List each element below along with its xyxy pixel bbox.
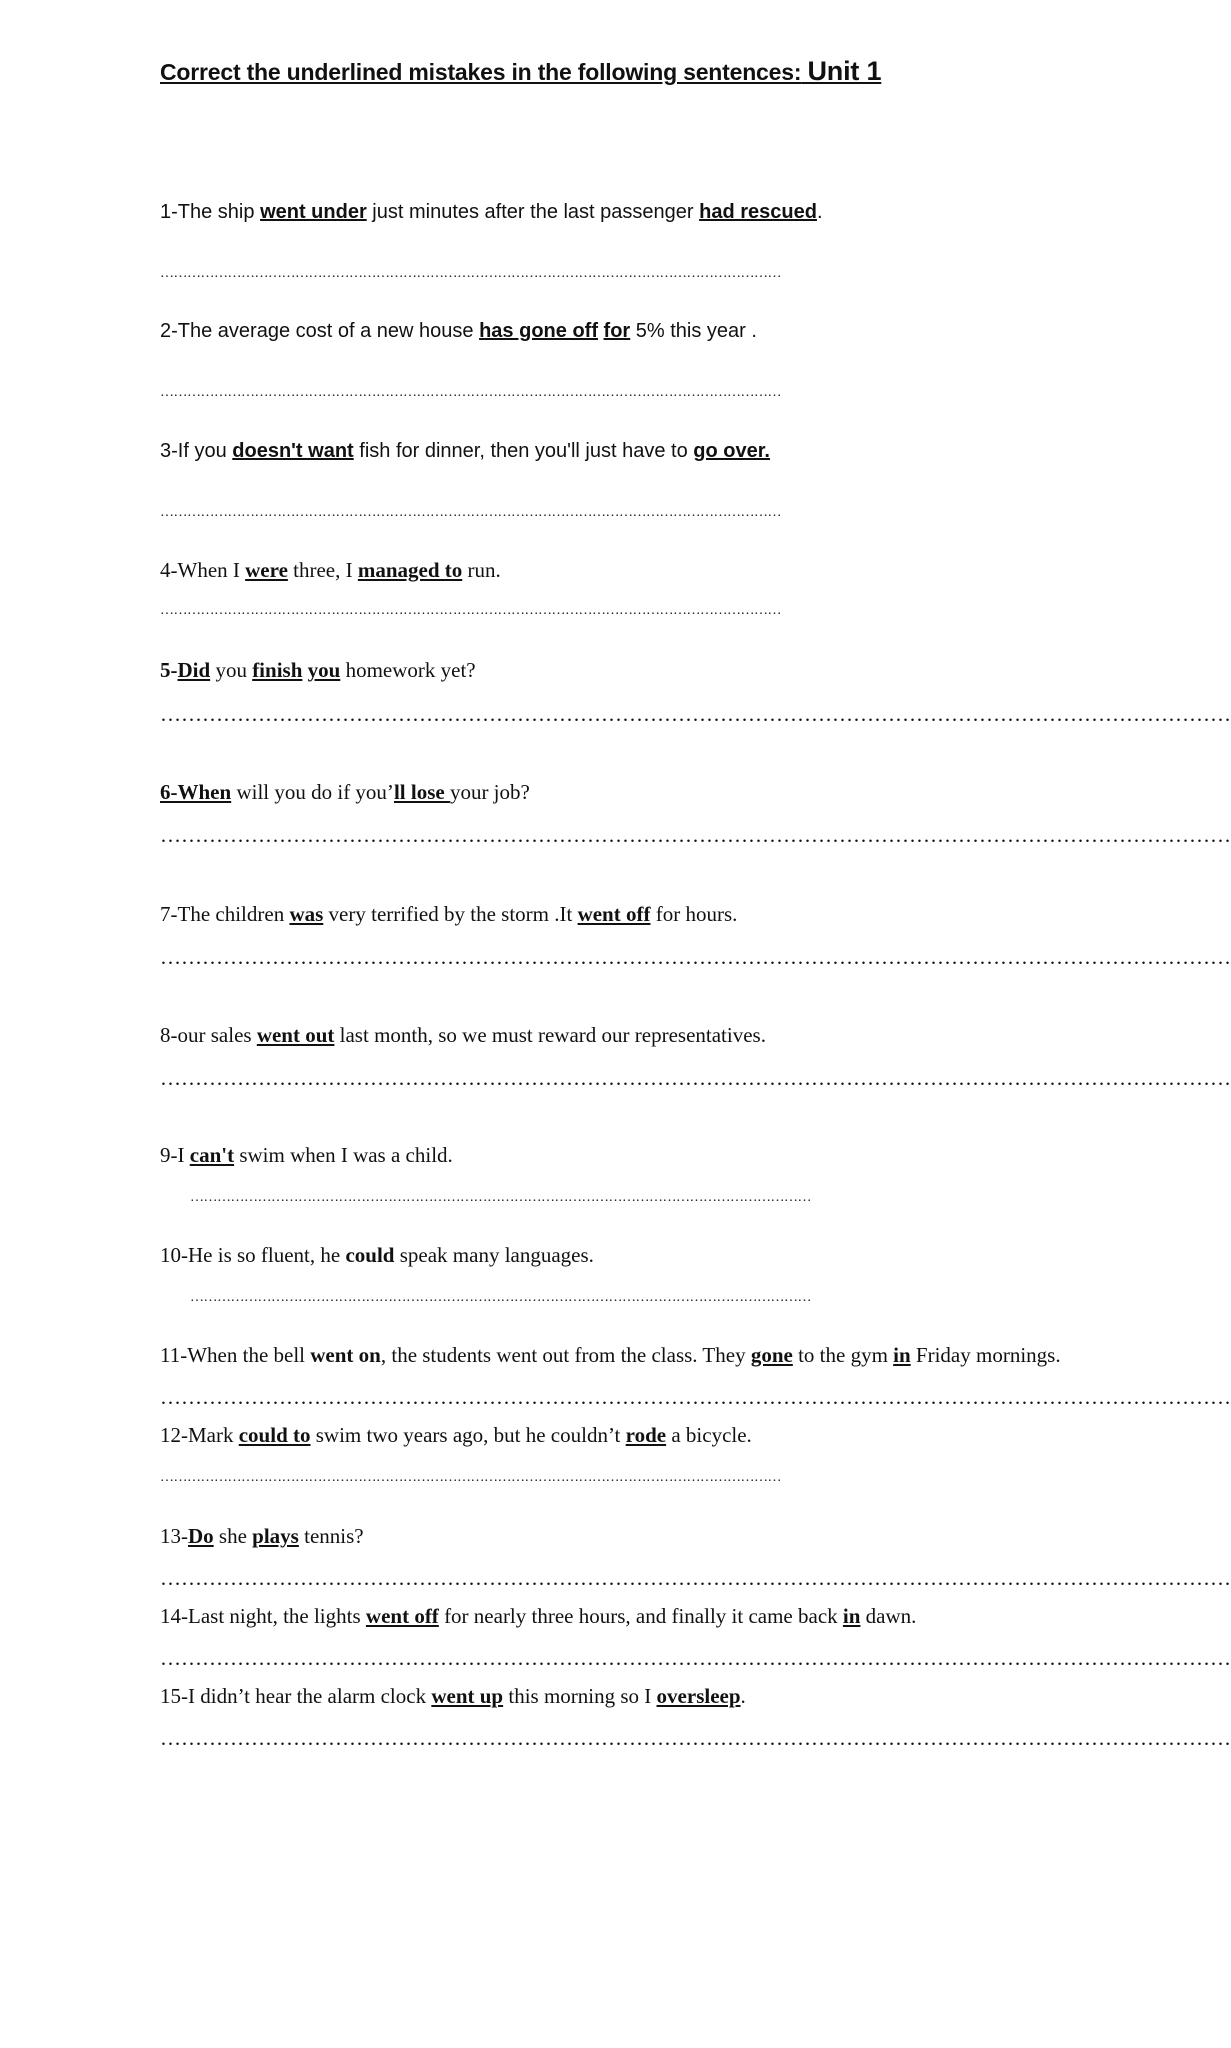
answer-line-4[interactable]: ………………………………………………………………………………………………………………………… [160,603,781,618]
sentence-7: 7-The children was very terrified by the storm .It went off for hours. [160,902,738,926]
answer-line-8[interactable]: ……………………………………………………………………………………………………………………………………… [160,1066,1231,1090]
sentence-8: 8-our sales went out last month, so we must reward our representatives. [160,1023,766,1047]
sentence-11: 11-When the bell went on, the students went out from the class. They gone to the gym in Friday mornings. [160,1343,1061,1367]
sentence-6: 6-When will you do if you’ll lose your job? [160,780,530,804]
sentence-2: 2-The average cost of a new house has gone off for 5% this year . [160,320,757,342]
sentence-10: 10-He is so fluent, he could speak many languages. [160,1243,594,1267]
answer-line-3[interactable]: ………………………………………………………………………………………………………………………… [160,505,781,520]
sentence-13: 13-Do she plays tennis? [160,1524,364,1548]
page-title: Correct the underlined mistakes in the following sentences: Unit 1 [160,56,882,86]
answer-line-1[interactable]: ………………………………………………………………………………………………………………………… [160,266,781,281]
sentence-9: 9-I can't swim when I was a child. [160,1143,453,1167]
answer-line-14[interactable]: ……………………………………………………………………………………………………………………………………… [160,1646,1231,1670]
sentence-1: 1-The ship went under just minutes after the last passenger had rescued. [160,201,823,223]
sentence-15: 15-I didn’t hear the alarm clock went up this morning so I oversleep. [160,1684,746,1708]
answer-line-5[interactable]: ……………………………………………………………………………………………………………………………………… [160,702,1231,726]
answer-line-9[interactable]: ………………………………………………………………………………………………………………………… [190,1190,811,1205]
sentence-4: 4-When I were three, I managed to run. [160,558,501,582]
sentence-12: 12-Mark could to swim two years ago, but he couldn’t rode a bicycle. [160,1423,752,1447]
answer-line-2[interactable]: ………………………………………………………………………………………………………………………… [160,385,781,400]
unit-label: Unit 1 [807,56,882,86]
answer-line-7[interactable]: ……………………………………………………………………………………………………………………………………… [160,945,1231,969]
answer-line-13[interactable]: ……………………………………………………………………………………………………………………………………… [160,1566,1231,1590]
sentence-5: 5-Did you finish you homework yet? [160,658,476,682]
answer-line-12[interactable]: ………………………………………………………………………………………………………………………… [160,1470,781,1485]
sentence-14: 14-Last night, the lights went off for nearly three hours, and finally it came back in dawn. [160,1604,917,1628]
answer-line-15[interactable]: ……………………………………………………………………………………………………………………………………… [160,1726,1231,1750]
answer-line-11[interactable]: ……………………………………………………………………………………………………………………………………… [160,1385,1231,1409]
answer-line-10[interactable]: ………………………………………………………………………………………………………………………… [190,1290,811,1305]
answer-line-6[interactable]: ……………………………………………………………………………………………………………………………………… [160,823,1231,847]
sentence-3: 3-If you doesn't want fish for dinner, then you'll just have to go over. [160,440,770,462]
